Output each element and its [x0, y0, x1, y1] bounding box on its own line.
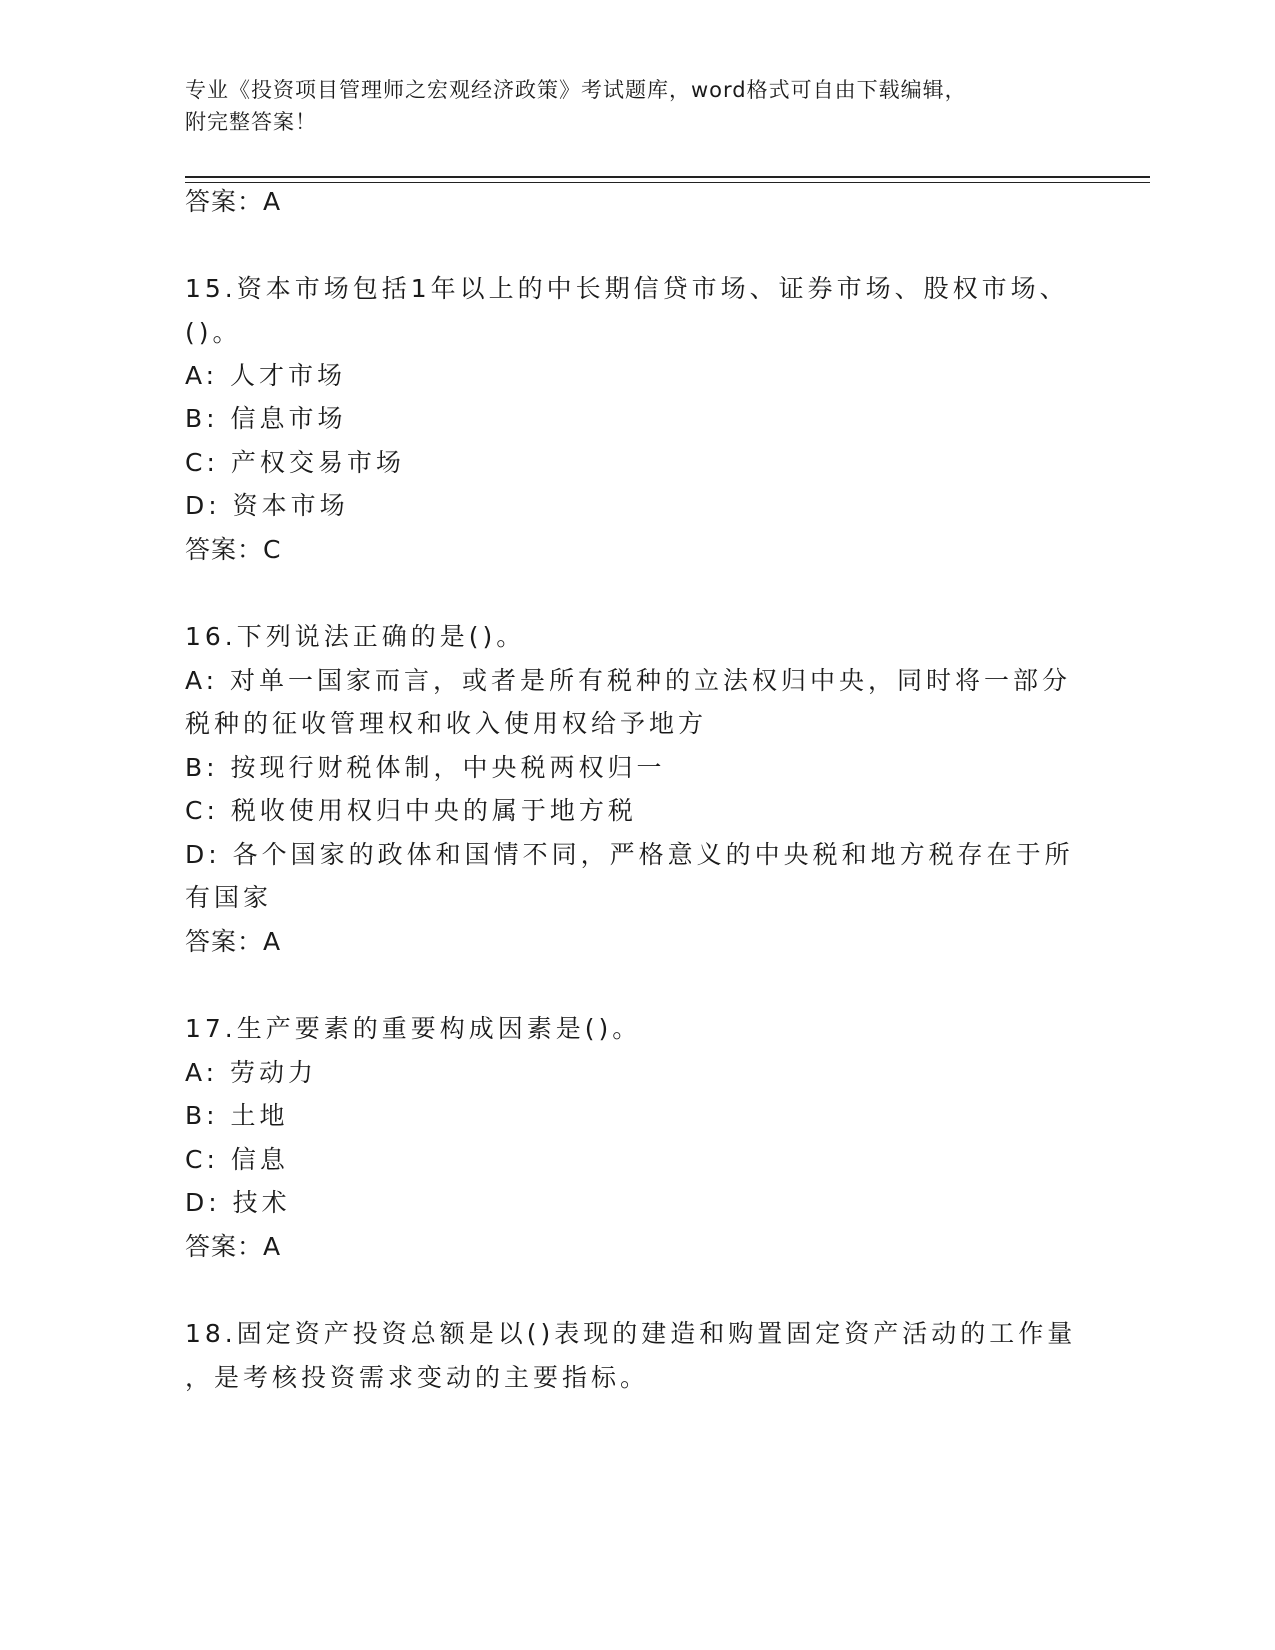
header-divider-thick: [185, 176, 1150, 178]
question-15-option-a: A: 人才市场: [185, 361, 347, 390]
question-16-stem: 16.下列说法正确的是()。: [185, 622, 526, 651]
question-16-option-b: B: 按现行财税体制，中央税两权归一: [185, 753, 666, 782]
question-16-option-d-line-2: 有国家: [185, 883, 273, 912]
document-header: [185, 74, 1085, 138]
question-17-option-d: D: 技术: [185, 1188, 291, 1217]
question-16-option-c: C: 税收使用权归中央的属于地方税: [185, 796, 637, 825]
question-15-option-c: C: 产权交易市场: [185, 448, 405, 477]
question-16-answer: 答案：A: [185, 927, 282, 956]
question-18-stem-line-1: 18.固定资产投资总额是以()表现的建造和购置固定资产活动的工作量: [185, 1319, 1077, 1348]
question-17-stem: 17.生产要素的重要构成因素是()。: [185, 1014, 642, 1043]
answer-line: 答案：A: [185, 187, 282, 216]
question-15-stem-line-2: ()。: [185, 318, 242, 347]
question-15-option-d: D: 资本市场: [185, 491, 349, 520]
header-divider-thin: [185, 182, 1150, 183]
header-line-2: 附完整答案！: [185, 110, 317, 134]
header-line-1: 专业《投资项目管理师之宏观经济政策》考试题库，word格式可自由下载编辑，: [185, 78, 967, 102]
question-16-option-a-line-2: 税种的征收管理权和收入使用权给予地方: [185, 709, 708, 738]
question-17-option-c: C: 信息: [185, 1145, 289, 1174]
question-15-stem-line-1: 15.资本市场包括1年以上的中长期信贷市场、证券市场、股权市场、: [185, 274, 1069, 303]
question-17-option-b: B: 土地: [185, 1101, 289, 1130]
question-15-answer: 答案：C: [185, 535, 282, 564]
question-15-option-b: B: 信息市场: [185, 404, 347, 433]
question-17-option-a: A: 劳动力: [185, 1058, 318, 1087]
question-18-stem-line-2: ，是考核投资需求变动的主要指标。: [185, 1363, 650, 1392]
question-16-option-d-line-1: D: 各个国家的政体和国情不同，严格意义的中央税和地方税存在于所: [185, 840, 1074, 869]
question-16-option-a-line-1: A: 对单一国家而言，或者是所有税种的立法权归中央，同时将一部分: [185, 666, 1072, 695]
question-17-answer: 答案：A: [185, 1232, 282, 1261]
